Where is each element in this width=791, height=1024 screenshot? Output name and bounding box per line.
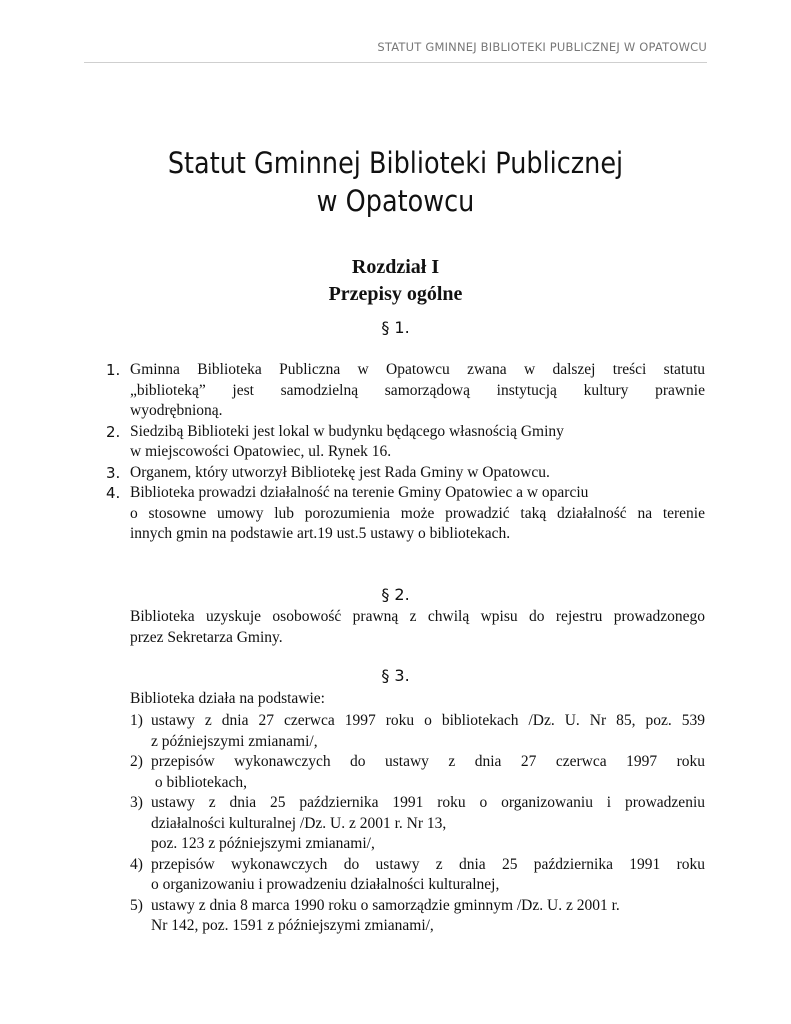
list-item-number: 1. xyxy=(106,361,121,379)
text-line: Nr 142, poz. 1591 z późniejszymi zmianami/, xyxy=(151,917,434,934)
section-1-list xyxy=(106,360,705,545)
text-line: z późniejszymi zmianami/, xyxy=(151,732,318,750)
section-2-sign: § 2. xyxy=(381,585,410,604)
chapter-number: Rozdział I xyxy=(351,256,440,278)
text-line: działalności kulturalnej /Dz. U. z 2001 r. Nr 13, xyxy=(151,814,447,832)
document-title-line-2: w Opatowcu xyxy=(316,184,475,218)
list-item-number: 2. xyxy=(106,422,121,441)
document-title xyxy=(47,144,743,220)
text-line: innych gmin na podstawie art.19 ust.5 ustawy o bibliotekach. xyxy=(130,525,511,542)
list-item xyxy=(106,360,705,422)
list-item xyxy=(106,422,705,463)
list-item-text xyxy=(151,711,705,752)
list-item-number: 4) xyxy=(130,855,143,873)
text-line: ustawy z dnia 8 marca 1990 roku o samorządzie gminnym /Dz. U. z 2001 r. xyxy=(151,896,620,914)
chapter-heading xyxy=(0,254,791,308)
list-item-text xyxy=(130,422,705,463)
section-3-intro: Biblioteka działa na podstawie: xyxy=(130,690,325,707)
list-item-number: 3) xyxy=(130,794,143,811)
text-line: o bibliotekach, xyxy=(151,773,247,791)
header-rule xyxy=(84,62,707,63)
text-line: wyodrębnioną. xyxy=(130,402,223,419)
text-line: przez Sekretarza Gminy. xyxy=(130,628,283,646)
document-title-line-1: Statut Gminnej Biblioteki Publicznej xyxy=(167,146,624,180)
text-line: przepisów wykonawczych do ustawy z dnia 25 października 1991 roku xyxy=(151,855,705,873)
list-item xyxy=(130,855,705,896)
text-line: Gminna Biblioteka Publiczna w Opatowcu zwana w dalszej treści statutu xyxy=(130,361,705,378)
text-line: „biblioteką” jest samodzielną samorządową instytucją kultury prawnie xyxy=(130,381,705,399)
text-line: o organizowaniu i prowadzeniu działalności kulturalnej, xyxy=(151,876,500,893)
section-1-sign: § 1. xyxy=(381,318,410,337)
list-item xyxy=(130,896,705,937)
list-item-text xyxy=(130,360,705,422)
text-line: ustawy z dnia 25 października 1991 roku o organizowaniu i prowadzeniu xyxy=(151,794,705,811)
text-line: ustawy z dnia 27 czerwca 1997 roku o bibliotekach /Dz. U. Nr 85, poz. 539 xyxy=(151,712,705,729)
list-item-number: 5) xyxy=(130,896,143,914)
list-item-text xyxy=(130,463,705,484)
text-line: Organem, który utworzył Bibliotekę jest Rada Gminy w Opatowcu. xyxy=(130,463,550,481)
list-item-text xyxy=(151,752,705,793)
text-line: Siedzibą Biblioteki jest lokal w budynku będącego własnością Gminy xyxy=(130,422,564,440)
text-line: Biblioteka uzyskuje osobowość prawną z chwilą wpisu do rejestru prowadzonego xyxy=(130,608,705,625)
list-item-number: 1) xyxy=(130,712,143,729)
list-item-text xyxy=(130,483,705,545)
list-item xyxy=(130,793,705,855)
list-item xyxy=(106,463,705,484)
list-item xyxy=(130,711,705,752)
section-3-sign: § 3. xyxy=(381,666,410,685)
list-item-number: 4. xyxy=(106,484,121,502)
list-item xyxy=(130,752,705,793)
text-line: o stosowne umowy lub porozumienia może prowadzić taką działalność na terenie xyxy=(130,504,705,522)
text-line: w miejscowości Opatowiec, ul. Rynek 16. xyxy=(130,443,392,460)
list-item-text xyxy=(151,855,705,896)
text-line: poz. 123 z późniejszymi zmianami/, xyxy=(151,835,375,852)
list-item-number: 2) xyxy=(130,753,143,770)
running-header: STATUT GMINNEJ BIBLIOTEKI PUBLICZNEJ W OPATOWCU xyxy=(377,40,707,54)
list-item-text xyxy=(151,793,705,855)
list-item-text xyxy=(151,896,705,937)
section-2-text xyxy=(130,607,705,648)
section-3-list xyxy=(130,711,705,937)
text-line: przepisów wykonawczych do ustawy z dnia 27 czerwca 1997 roku xyxy=(151,753,705,770)
text-line: Biblioteka prowadzi działalność na terenie Gminy Opatowiec a w oparciu xyxy=(130,484,589,501)
list-item-number: 3. xyxy=(106,463,121,482)
chapter-name: Przepisy ogólne xyxy=(328,283,463,305)
list-item xyxy=(106,483,705,545)
